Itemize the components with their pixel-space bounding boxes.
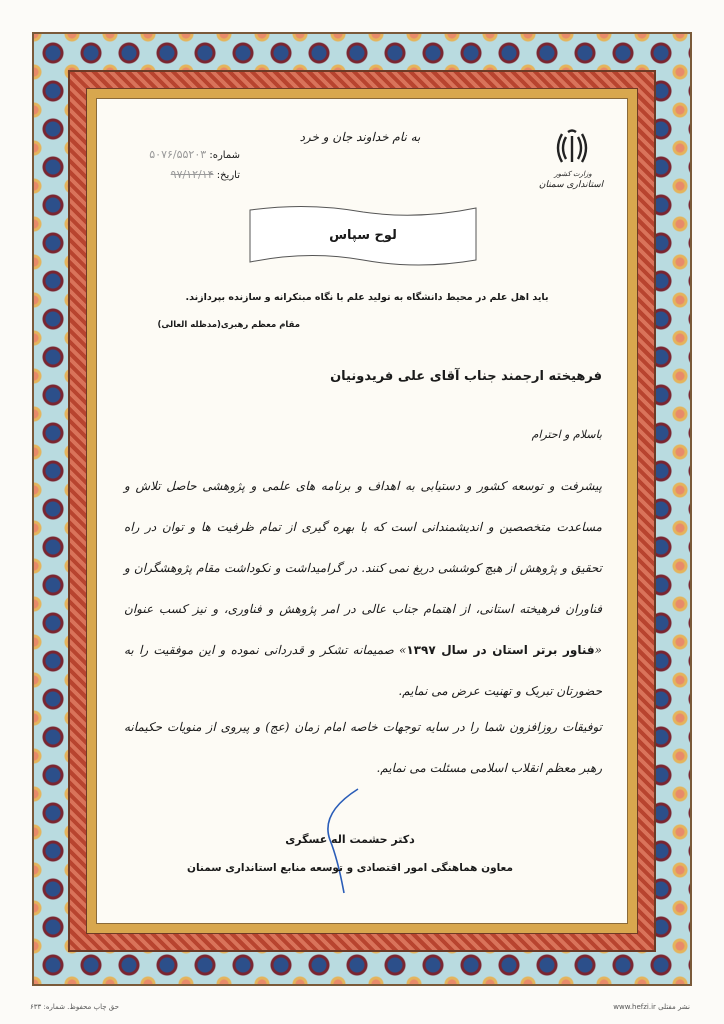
body-line-4b: » صمیمانه تشکر و قدردانی: [263, 643, 407, 657]
body-line-6: توفیقات روزافزون شما را در سایه توجهات خاصه امام زمان (عج) و پیروی از منویات حکیمانه رهبر معظم انقلاب: [124, 720, 602, 775]
quote-attribution: مقام معظم رهبری(مدظله العالی): [157, 320, 300, 330]
body-line-7: اسلامی مسئلت می نمایم.: [376, 761, 507, 775]
body-line-1: پیشرفت و توسعه کشور و دستیابی به اهداف و برنامه های علمی و پژوهشی حاصل تلاش و مساعدت: [124, 479, 602, 534]
body-line-5: نموده و این موفقیت را به حضورتان تبریک و تهنیت عرض می نمایم.: [124, 643, 602, 698]
iran-emblem-icon: [553, 128, 591, 168]
body-paragraph: [124, 466, 602, 712]
signer-name: دکتر حشمت اله عسگری: [285, 833, 415, 846]
title-ribbon: [248, 204, 478, 268]
body-line-4a: امر پژوهش و فناوری، و نیز کسب عنوان «: [124, 602, 602, 657]
signer-position: معاون هماهنگی امور اقتصادی و توسعه منابع استانداری سمنان: [187, 862, 513, 874]
print-note: حق چاپ محفوظ. شماره: ۶۳۳: [30, 1003, 119, 1011]
certificate-title: لوح سپاس: [329, 228, 397, 243]
date-field: [110, 168, 240, 181]
invocation: به نام خداوند جان و خرد: [299, 130, 421, 144]
publisher-credit: نشر مفتلی www.hefzi.ir: [613, 1003, 690, 1011]
number-value: ۵۰۷۶/۵۵۲۰۳: [149, 148, 207, 161]
number-field: [110, 148, 240, 161]
quote-text: باید اهل علم در محیط دانشگاه به تولید علم با نگاه مبتکرانه و سازنده بپردازند.: [185, 292, 549, 303]
award-title: فناور برتر استان در سال ۱۳۹۷: [406, 643, 595, 657]
body-line-2: متخصصین و اندیشمندانی است که با بهره گیری از تمام ظرفیت ها و توان در راه تحقیق و پژوهش از هیچ کوششی: [124, 520, 602, 575]
date-label: تاریخ:: [216, 170, 240, 181]
closing-paragraph: [124, 707, 602, 789]
number-label: شماره:: [209, 150, 240, 161]
emblem-org: استانداری سمنان: [538, 180, 604, 190]
body-line-3: دریغ نمی کنند. در گرامیداشت و نکوداشت مقام پژوهشگران و فناوران فرهیخته استانی، از اهتمام جناب عالی در: [124, 561, 602, 616]
greeting: باسلام و احترام: [531, 428, 602, 441]
emblem-ministry: وزارت کشور: [554, 170, 592, 178]
recipient: فرهیخته ارجمند جناب آقای علی فریدونیان: [330, 369, 602, 384]
date-value: ۹۷/۱۲/۱۴: [170, 168, 214, 181]
